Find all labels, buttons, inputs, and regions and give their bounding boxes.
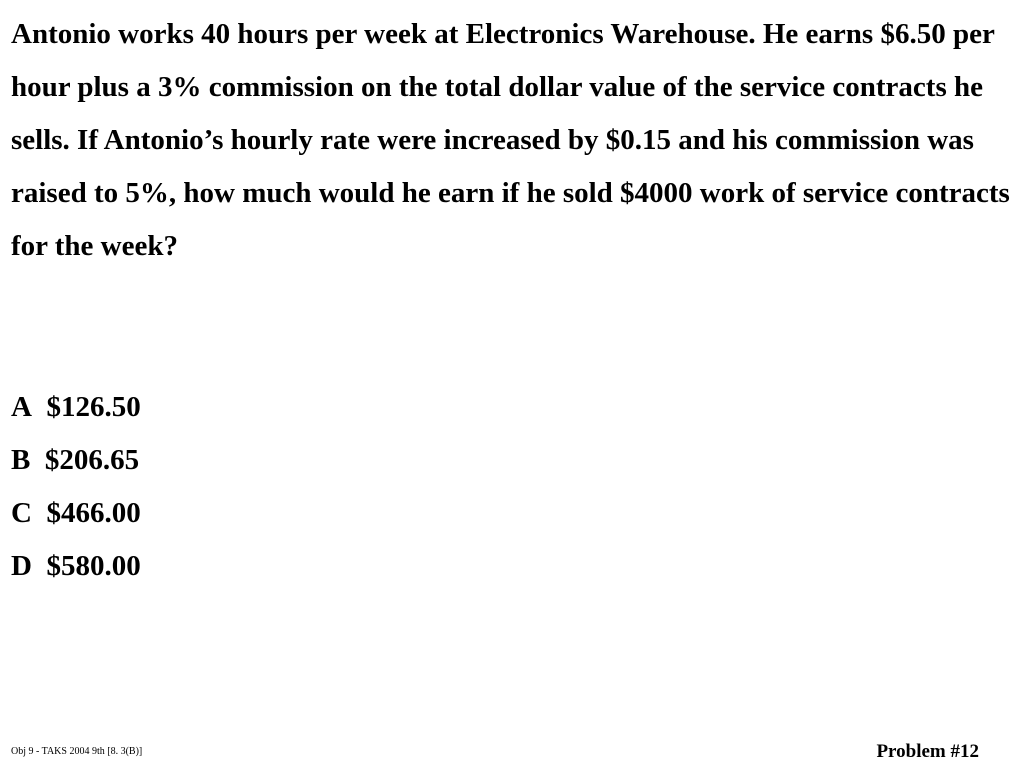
source-reference: Obj 9 - TAKS 2004 9th [8. 3(B)]: [11, 746, 143, 757]
problem-number: Problem #12: [876, 741, 979, 762]
question-text: Antonio works 40 hours per week at Electronics Warehouse. He earns $6.50 per hour plus a 3% commission on the total dollar value of the service contracts he sells. If Antonio’s hourly rate were increased by $0.15 and his commission was raised to 5%, how much would he earn if he sold $4000 work of service contracts for the week?: [11, 18, 1010, 262]
choice-c-letter: C: [11, 497, 32, 529]
choice-d-letter: D: [11, 550, 32, 582]
choice-a-value: $126.50: [46, 391, 141, 423]
choice-c-value: $466.00: [46, 497, 141, 529]
choice-b-value: $206.65: [44, 444, 140, 476]
choice-b: [11, 434, 141, 487]
answer-choices: [11, 381, 141, 593]
choice-d-value: $580.00: [46, 550, 141, 582]
choice-a: [11, 381, 141, 434]
choice-d: [11, 540, 141, 593]
choice-b-letter: B: [11, 444, 31, 476]
choice-c: [11, 487, 141, 540]
choice-a-letter: A: [11, 391, 32, 423]
